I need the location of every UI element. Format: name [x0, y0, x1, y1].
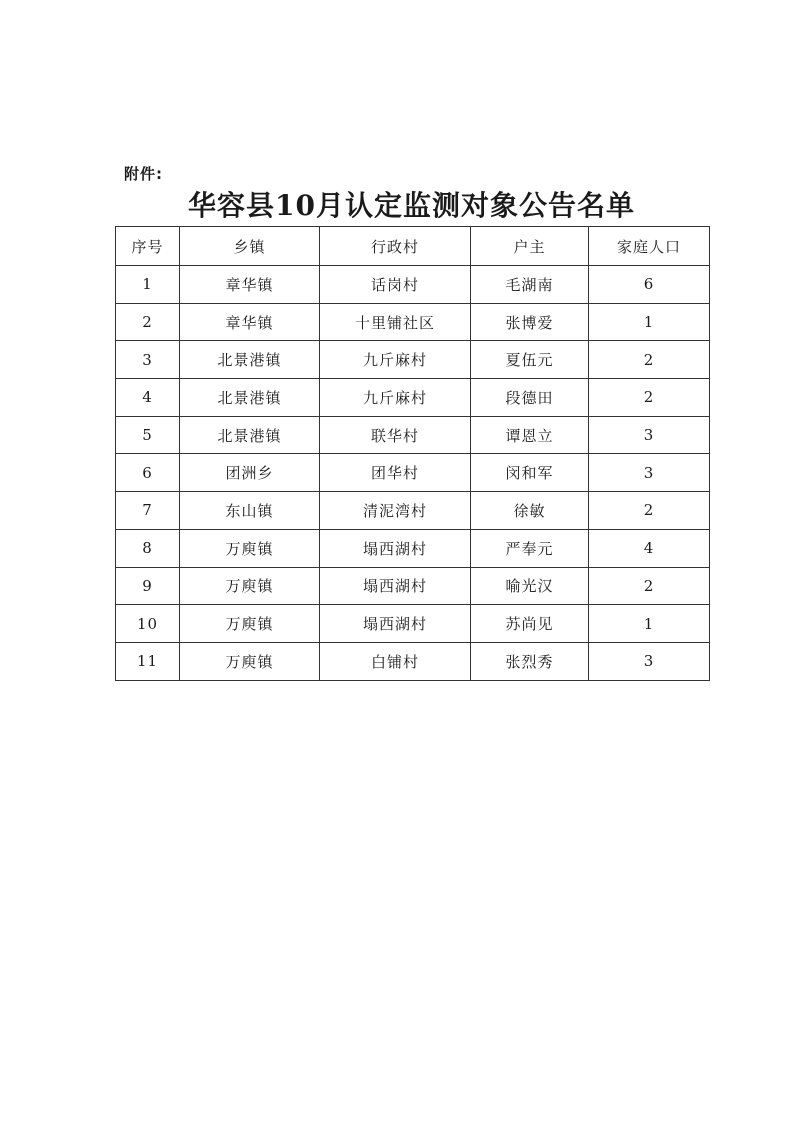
table-row — [116, 605, 710, 643]
header-household-head: 户主 — [471, 227, 589, 266]
cell-household-head: 张烈秀 — [471, 642, 589, 680]
table-row — [116, 379, 710, 417]
cell-village: 团华村 — [320, 454, 471, 492]
header-serial-number: 序号 — [116, 227, 180, 266]
cell-village: 联华村 — [320, 416, 471, 454]
cell-family-size: 4 — [589, 529, 710, 567]
cell-village: 清泥湾村 — [320, 492, 471, 530]
cell-household-head: 喻光汉 — [471, 567, 589, 605]
table-body — [116, 266, 710, 681]
cell-household-head: 闵和军 — [471, 454, 589, 492]
cell-household-head: 徐敏 — [471, 492, 589, 530]
cell-household-head: 段德田 — [471, 379, 589, 417]
cell-household-head: 张博爱 — [471, 303, 589, 341]
cell-township: 北景港镇 — [180, 341, 320, 379]
cell-village: 塌西湖村 — [320, 605, 471, 643]
cell-township: 万庾镇 — [180, 642, 320, 680]
table-row — [116, 303, 710, 341]
cell-village: 九斤麻村 — [320, 379, 471, 417]
cell-serial-number: 9 — [116, 567, 180, 605]
cell-family-size: 3 — [589, 416, 710, 454]
cell-township: 章华镇 — [180, 303, 320, 341]
cell-township: 北景港镇 — [180, 416, 320, 454]
cell-household-head: 毛湖南 — [471, 266, 589, 304]
table-row — [116, 529, 710, 567]
cell-village: 十里铺社区 — [320, 303, 471, 341]
header-row — [116, 227, 710, 266]
cell-township: 万庾镇 — [180, 529, 320, 567]
cell-family-size: 2 — [589, 492, 710, 530]
cell-family-size: 1 — [589, 303, 710, 341]
cell-family-size: 3 — [589, 454, 710, 492]
cell-serial-number: 6 — [116, 454, 180, 492]
table-row — [116, 642, 710, 680]
cell-family-size: 1 — [589, 605, 710, 643]
document-title: 华容县10月认定监测对象公告名单 — [188, 189, 635, 222]
header-village: 行政村 — [320, 227, 471, 266]
header-family-size: 家庭人口 — [589, 227, 710, 266]
cell-township: 东山镇 — [180, 492, 320, 530]
cell-serial-number: 1 — [116, 266, 180, 304]
cell-village: 白铺村 — [320, 642, 471, 680]
header-township: 乡镇 — [180, 227, 320, 266]
cell-household-head: 谭恩立 — [471, 416, 589, 454]
cell-serial-number: 10 — [116, 605, 180, 643]
cell-township: 万庾镇 — [180, 605, 320, 643]
table-row — [116, 492, 710, 530]
cell-family-size: 6 — [589, 266, 710, 304]
cell-household-head: 严奉元 — [471, 529, 589, 567]
cell-family-size: 2 — [589, 341, 710, 379]
cell-township: 万庾镇 — [180, 567, 320, 605]
cell-village: 话岗村 — [320, 266, 471, 304]
cell-township: 章华镇 — [180, 266, 320, 304]
cell-household-head: 夏伍元 — [471, 341, 589, 379]
cell-family-size: 3 — [589, 642, 710, 680]
cell-serial-number: 3 — [116, 341, 180, 379]
cell-serial-number: 5 — [116, 416, 180, 454]
cell-serial-number: 11 — [116, 642, 180, 680]
cell-family-size: 2 — [589, 379, 710, 417]
cell-serial-number: 7 — [116, 492, 180, 530]
table-row — [116, 454, 710, 492]
cell-village: 塌西湖村 — [320, 567, 471, 605]
table-row — [116, 567, 710, 605]
cell-serial-number: 2 — [116, 303, 180, 341]
table-row — [116, 416, 710, 454]
table-header — [116, 227, 710, 266]
cell-village: 塌西湖村 — [320, 529, 471, 567]
monitoring-roster-table — [115, 226, 710, 681]
cell-family-size: 2 — [589, 567, 710, 605]
table-row — [116, 341, 710, 379]
cell-township: 北景港镇 — [180, 379, 320, 417]
table-row — [116, 266, 710, 304]
cell-household-head: 苏尚见 — [471, 605, 589, 643]
cell-village: 九斤麻村 — [320, 341, 471, 379]
cell-serial-number: 8 — [116, 529, 180, 567]
cell-township: 团洲乡 — [180, 454, 320, 492]
attachment-label: 附件: — [124, 165, 163, 183]
cell-serial-number: 4 — [116, 379, 180, 417]
